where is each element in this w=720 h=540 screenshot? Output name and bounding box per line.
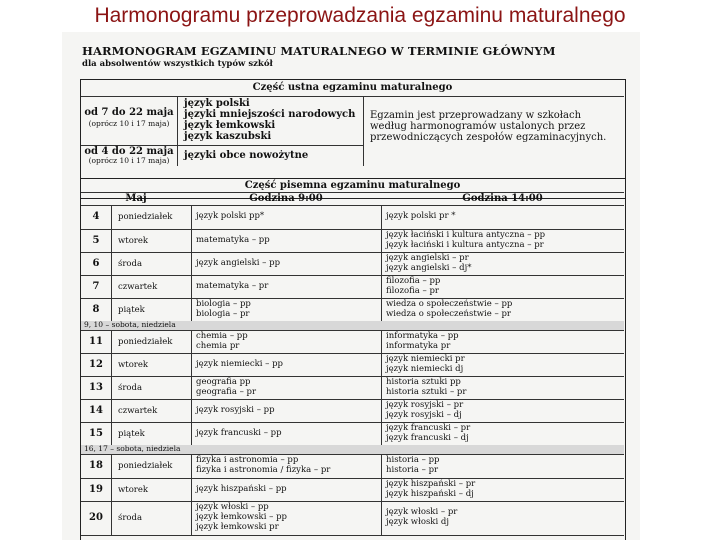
day-number: 13	[89, 381, 103, 393]
col-divider	[381, 229, 382, 252]
afternoon-exam: język łaciński i kultura antyczna – pp	[386, 229, 546, 240]
afternoon-exam: filozofia – pp	[386, 275, 441, 286]
col-divider	[191, 229, 192, 252]
afternoon-exam: język włoski dj	[386, 517, 449, 527]
row-divider	[81, 422, 624, 423]
col-header-afternoon: Godzina 14:00	[462, 193, 543, 204]
morning-exam: matematyka – pr	[196, 280, 269, 291]
day-number: 11	[89, 335, 103, 347]
weekday: poniedziałek	[118, 336, 173, 347]
oral-col-divider-1	[177, 96, 178, 166]
afternoon-exam: język łaciński i kultura antyczna – pr	[386, 239, 544, 250]
col-divider	[191, 275, 192, 298]
col-header-morning: Godzina 9:00	[249, 193, 323, 204]
morning-exam: geografia pp	[196, 376, 251, 387]
weekday: wtorek	[118, 235, 149, 246]
col-divider	[191, 376, 192, 399]
row-divider	[81, 275, 624, 276]
day-number: 20	[89, 512, 103, 523]
col-divider	[111, 229, 112, 252]
oral-info-line: Egzamin jest przeprowadzany w szkołach	[370, 110, 582, 121]
day-number: 19	[89, 483, 103, 495]
oral-subject: język kaszubski	[184, 131, 272, 142]
afternoon-exam: język francuski – pr	[386, 422, 471, 433]
row-divider	[81, 376, 624, 377]
morning-exam: język łemkowski – pp	[196, 512, 287, 522]
col-divider	[111, 252, 112, 275]
morning-exam: język włoski – pp	[196, 502, 269, 512]
day-number: 12	[89, 358, 103, 370]
morning-exam: chemia – pp	[196, 330, 248, 341]
col-divider	[111, 330, 112, 353]
morning-exam: język niemiecki – pp	[196, 358, 283, 369]
morning-exam: biologia – pr	[196, 308, 250, 319]
morning-exam: język angielski – pp	[196, 257, 281, 268]
oral-period-2-dates: od 4 do 22 maja	[84, 146, 174, 157]
row-divider	[81, 454, 624, 455]
col-divider	[381, 422, 382, 445]
weekday: czwartek	[118, 281, 158, 292]
day-number: 18	[89, 460, 103, 471]
slide-title: Harmonogramu przeprowadzania egzaminu maturalnego	[94, 4, 626, 27]
weekday: czwartek	[118, 405, 158, 416]
morning-exam: język rosyjski – pp	[196, 404, 275, 415]
weekday: poniedziałek	[118, 212, 173, 222]
afternoon-exam: historia sztuki – pr	[386, 386, 467, 397]
row-divider	[81, 298, 624, 299]
oral-subject: języki obce nowożytne	[184, 150, 309, 161]
weekday: wtorek	[118, 484, 149, 495]
afternoon-exam: filozofia – pr	[386, 285, 439, 296]
afternoon-exam: historia sztuki pp	[386, 376, 461, 387]
col-divider	[381, 275, 382, 298]
afternoon-exam: wiedza o społeczeństwie – pr	[386, 308, 511, 319]
col-divider	[191, 252, 192, 275]
document-subtitle: dla absolwentów wszystkich typów szkół	[82, 59, 273, 69]
col-divider	[381, 252, 382, 275]
afternoon-exam: informatyka – pp	[386, 330, 459, 341]
day-number: 15	[89, 427, 103, 439]
day-number: 8	[92, 303, 100, 315]
oral-info-line: według harmonogramów ustalonych przez	[370, 121, 586, 132]
row-divider	[81, 353, 624, 354]
col-divider	[381, 330, 382, 353]
col-divider	[381, 205, 382, 229]
morning-exam: matematyka – pp	[196, 234, 270, 245]
col-divider	[381, 298, 382, 321]
afternoon-exam: język angielski – pr	[386, 252, 469, 263]
col-divider	[111, 422, 112, 445]
afternoon-exam: historia – pr	[386, 465, 439, 475]
col-divider	[381, 353, 382, 376]
col-divider	[191, 454, 192, 478]
col-divider	[191, 501, 192, 535]
weekend-label: 16, 17 – sobota, niedziela	[84, 444, 181, 453]
morning-exam: biologia – pp	[196, 298, 251, 309]
col-divider	[381, 376, 382, 399]
col-divider	[191, 298, 192, 321]
afternoon-exam: informatyka pr	[386, 340, 451, 351]
col-divider	[111, 353, 112, 376]
weekday: piątek	[118, 304, 145, 315]
oral-col-divider-2	[363, 96, 364, 166]
col-divider	[111, 298, 112, 321]
afternoon-exam: historia – pp	[386, 455, 440, 465]
day-number: 14	[89, 404, 103, 416]
day-number: 5	[92, 234, 100, 246]
col-divider	[111, 478, 112, 501]
oral-header: Część ustna egzaminu maturalnego	[252, 82, 453, 93]
col-divider	[191, 478, 192, 501]
col-divider	[111, 376, 112, 399]
afternoon-exam: język rosyjski – pr	[386, 399, 464, 410]
col-divider	[111, 275, 112, 298]
afternoon-exam: język rosyjski – dj	[386, 409, 462, 420]
col-divider	[191, 330, 192, 353]
oral-header-divider	[81, 96, 624, 97]
afternoon-exam: język niemiecki pr	[386, 353, 465, 364]
row-divider	[81, 330, 624, 331]
col-divider	[111, 399, 112, 422]
weekday: piątek	[118, 428, 145, 439]
afternoon-exam: wiedza o społeczeństwie – pp	[386, 298, 513, 309]
weekday: wtorek	[118, 359, 149, 370]
row-divider	[81, 478, 624, 479]
oral-period-1-note: (oprócz 10 i 17 maja)	[88, 119, 170, 128]
day-number: 6	[92, 257, 100, 269]
oral-subject: język polski	[184, 98, 250, 109]
morning-exam: język łemkowski pr	[196, 522, 279, 532]
morning-exam: fizyka i astronomia – pp	[196, 455, 299, 465]
afternoon-exam: język włoski – pr	[386, 507, 458, 517]
morning-exam: chemia pr	[196, 340, 240, 351]
weekday: środa	[118, 513, 143, 523]
document-scan	[62, 32, 640, 540]
morning-exam: język polski pp*	[196, 211, 265, 221]
day-number: 7	[92, 280, 100, 292]
document-title: HARMONOGRAM EGZAMINU MATURALNEGO W TERMINIE GŁÓWNYM	[82, 44, 556, 58]
afternoon-exam: język angielski – dj*	[386, 262, 472, 273]
col-divider	[191, 399, 192, 422]
col-divider	[111, 205, 112, 229]
col-divider	[381, 478, 382, 501]
row-divider	[81, 399, 624, 400]
col-divider	[381, 501, 382, 535]
col-divider	[191, 205, 192, 229]
oral-period-1-dates: od 7 do 22 maja	[84, 107, 174, 118]
col-divider	[381, 399, 382, 422]
morning-exam: fizyka i astronomia / fizyka – pr	[196, 465, 331, 475]
weekend-label: 9, 10 – sobota, niedziela	[84, 320, 176, 329]
written-header: Część pisemna egzaminu maturalnego	[244, 180, 461, 191]
afternoon-exam: język polski pr *	[386, 211, 456, 221]
weekday: poniedziałek	[118, 461, 173, 471]
col-divider	[111, 501, 112, 535]
afternoon-exam: język hiszpański – dj	[386, 488, 474, 499]
morning-exam: język francuski – pp	[196, 427, 282, 438]
oral-info-line: przewodniczących zespołów egzaminacyjnych.	[370, 132, 607, 143]
weekday: środa	[118, 382, 143, 393]
col-header-month: Maj	[125, 193, 147, 204]
row-divider	[81, 535, 624, 536]
morning-exam: geografia – pr	[196, 386, 257, 397]
oral-period-2-note: (oprócz 10 i 17 maja)	[88, 156, 170, 165]
col-divider	[191, 353, 192, 376]
row-divider	[81, 501, 624, 502]
morning-exam: język hiszpański – pp	[196, 483, 287, 494]
row-divider	[81, 252, 624, 253]
col-divider	[191, 422, 192, 445]
col-divider	[381, 454, 382, 478]
col-divider	[111, 454, 112, 478]
col-header-divider	[81, 205, 624, 206]
afternoon-exam: język hiszpański – pr	[386, 478, 476, 489]
oral-subject: języki mniejszości narodowych	[184, 109, 356, 120]
oral-subject: język łemkowski	[184, 120, 276, 131]
day-number: 4	[92, 211, 100, 222]
afternoon-exam: język niemiecki dj	[386, 363, 464, 374]
written-exam-table	[80, 178, 626, 540]
afternoon-exam: język francuski – dj	[386, 432, 469, 443]
weekday: środa	[118, 258, 143, 269]
